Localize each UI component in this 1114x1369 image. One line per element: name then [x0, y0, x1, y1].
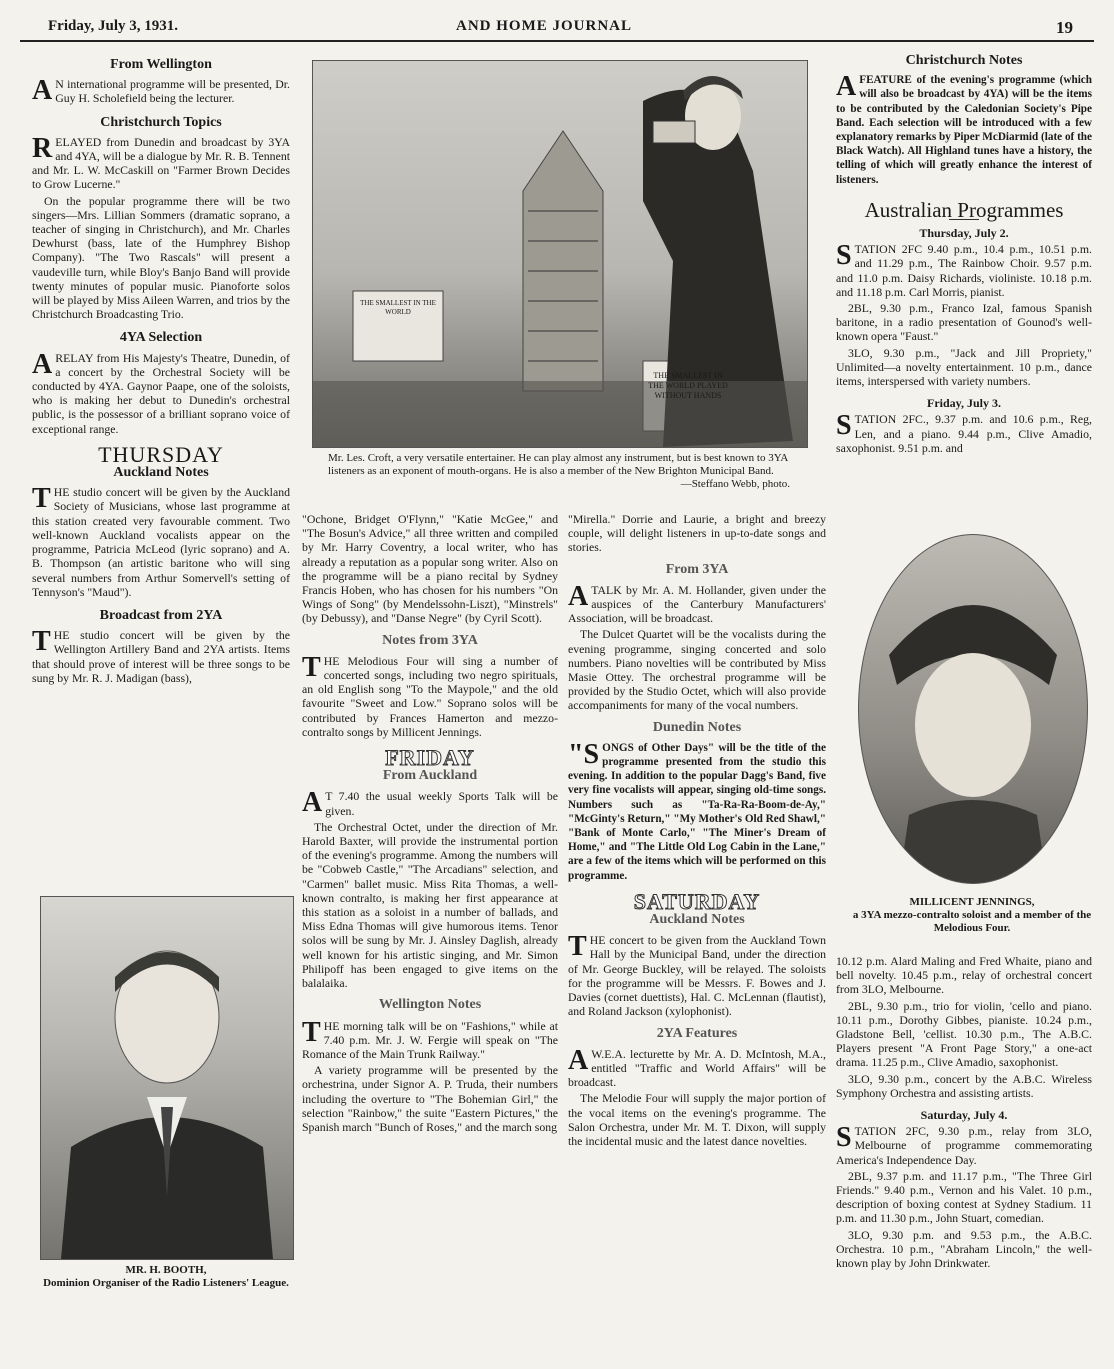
paragraph: 3LO, 9.30 p.m., "Jack and Jill Propriety," Unlimited—a novelty entertainment. 10 p.m., dance items, interspersed with variety numbers.: [836, 345, 1092, 389]
column-4-continued: [836, 954, 1092, 1272]
paragraph: The Orchestral Octet, under the direction of Mr. Harold Baxter, will provide the instrumental portion of the evening's programme. Among the numbers will be "Cobweb Castle," "The Arcadians" selection, and "Carmen" ballet music. Miss Rita Thomas, a well-known contralto, is making her first appearance at this station as a soloist in a number of ballads, and Miss Edna Thomas will give humorous items. Tenor solos will be sung by Mr. J. Ainsley Daglish, already well known for his artistic singing, and Mr. Simon Philipoff has been engaged to give items on the balalaika.: [302, 819, 558, 991]
paragraph: ARELAY from His Majesty's Theatre, Dunedin, of a concert by the Orchestral Society will be conducted by 4YA. Gaynor Paape, one of the soloists, who is making her debut to Dunedin's orchestral public, is the possessor of a brilliant soprano voice of exceptional range.: [32, 348, 290, 436]
date-saturday: Saturday, July 4.: [920, 1108, 1008, 1123]
paragraph: THE studio concert will be given by the Wellington Artillery Band and 2YA artists. Items that should prove of interest will be three songs to be sung by Mr. R. J. Madigan (bass),: [32, 626, 290, 685]
paragraph: THE morning talk will be on "Fashions," while at 7.40 p.m. Mr. J. W. Fergie will speak on "The Romance of the Main Trunk Railway.": [302, 1016, 558, 1061]
paragraph: 2BL, 9.37 p.m. and 11.17 p.m., "The Three Girl Friends." 9.40 p.m., Vernon and his Valet. 10 p.m., description of boxing contest at Sydney Stadium. 11 p.m. and 11.30 p.m., John Stuart, comedian.: [836, 1168, 1092, 1226]
heading-thursday: THURSDAY: [98, 441, 224, 467]
column-2: [302, 512, 558, 1136]
paragraph: 3LO, 9.30 p.m., concert by the A.B.C. Wireless Symphony Orchestra and assisting artists.: [836, 1071, 1092, 1100]
heading-friday: FRIDAY: [385, 745, 475, 771]
paragraph: A T 7.40 the usual weekly Sports Talk will be given.: [302, 787, 558, 819]
heading-from-3ya: From 3YA: [665, 561, 729, 577]
paragraph: A N international programme will be presented, Dr. Guy H. Scholefield being the lecturer.: [32, 75, 290, 107]
paragraph: 2BL, 9.30 p.m., trio for violin, 'cello and piano. 10.11 p.m., Dorothy Gibbes, pianiste. 10.24 p.m., Gladstone Bell, 'cellist. 10.30 p.m., The A.B.C. Players present "A Front Page Story," a one-act drama. 11.25 p.m., Clive Amadio, saxophonist.: [836, 998, 1092, 1070]
heading-saturday: SATURDAY: [633, 888, 761, 914]
heading-notes-3ya: Notes from 3YA: [382, 632, 478, 648]
date-thursday: Thursday, July 2.: [919, 226, 1009, 241]
paragraph: THE Melodious Four will sing a number of concerted songs, including two negro spirituals, an old English song "To the Maypole," and the old favourite "Sweet and Low." Soprano solos will be contributed by Frances Hamerton and mezzo-contralto songs by Millicent Jennings.: [302, 651, 558, 739]
heading-from-wellington: From Wellington: [110, 57, 212, 72]
heading-auckland-notes-sat: Auckland Notes: [649, 912, 745, 928]
paragraph: 10.12 p.m. Alard Maling and Fred Whaite, piano and bell novelty. 10.45 p.m., relay of orchestral concert from 3LO, Melbourne.: [836, 954, 1092, 997]
paragraph: STATION 2FC, 9.30 p.m., relay from 3LO, Melbourne of programme commemorating America's Independence Day.: [836, 1122, 1092, 1167]
paragraph: "Mirella." Dorrie and Laurie, a bright and breezy couple, will delight listeners in up-to-date songs and stories.: [568, 512, 826, 555]
paragraph: The Melodie Four will supply the major portion of the vocal items on the evening's programme. The Salon Orchestra, under Mr. M. T. Dixon, will supply the incidental music and the latest dance novelties.: [568, 1091, 826, 1148]
les-croft-caption: Mr. Les. Croft, a very versatile entertainer. He can play almost any instrument, but is best known to 3YA listeners as an exponent of mouth-organs. He is also a member of the New Brighton Municipal Band. —Steffano Webb, photo.: [328, 452, 790, 490]
booth-caption: MR. H. BOOTH, Dominion Organiser of the Radio Listeners' League.: [43, 1264, 289, 1289]
paragraph: THE studio concert will be given by the Auckland Society of Musicians, whose last programme at this station created very favourable comment. Two well-known Auckland vocalists appear on the programme, Patricia McLeod (lyric soprano) and A. B. Thompson (an artistic baritone who will sing several numbers from Arthur Somervell's setting of Tennyson's "Maud").: [32, 483, 290, 599]
heading-auckland-notes: Auckland Notes: [113, 465, 209, 481]
heading-christchurch-notes: Christchurch Notes: [905, 53, 1023, 68]
photo-scene: [313, 61, 807, 447]
heading-from-auckland: From Auckland: [382, 768, 478, 784]
sign-left: THE SMALLEST IN THE WORLD: [360, 299, 436, 316]
paragraph: A variety programme will be presented by the orchestrina, under Signor A. P. Truda, their numbers including the overture to "The Bohemian Girl," the selection "Rainbow," the suite "Eastern Pictures," the Spanish march "Bunch of Roses," and the march song: [302, 1063, 558, 1134]
column-3: [568, 512, 826, 1150]
header-journal-title: AND HOME JOURNAL: [456, 18, 632, 34]
paragraph: "Ochone, Bridget O'Flynn," "Katie McGee," and "The Bosun's Advice," all three written and compiled by Mr. Harry Coventry, a local writer, who has already a reputation as a popular song writer. Also on the programme will be a piano recital by Sydney Francis Hoben, who has chosen for his numbers "On Wings of Song" (by Mendelssohn-Liszt), "Minstrels" (by Debussy), and "Danse Negre" (by Cyril Scott).: [302, 512, 558, 626]
heading-dunedin-notes: Dunedin Notes: [652, 719, 742, 735]
heading-australian-programmes: Australian Programmes: [864, 197, 1064, 222]
photo-h-booth: [40, 896, 294, 1260]
portrait-figure: [41, 897, 293, 1259]
photo-millicent-jennings: [858, 534, 1088, 884]
photo-les-croft: [312, 60, 808, 448]
column-1: [32, 54, 290, 687]
header-date: Friday, July 3, 1931.: [48, 18, 179, 34]
paragraph: A W.E.A. lecturette by Mr. A. D. McIntosh, M.A., entitled "Traffic and World Affairs" will be broadcast.: [568, 1044, 826, 1090]
column-4: [836, 52, 1092, 457]
paragraph: AFEATURE of the evening's programme (which will also be broadcast by 4YA) will be the items to be contributed by the Caledonian Society's Pipe Band. Each selection will be introduced with a few explanatory remarks by Piper McDiarmid (late of the Black Watch). All Highland tunes have a history, the telling of which will greatly enhance the interest of listeners.: [836, 71, 1092, 186]
paragraph: On the popular programme there will be two singers—Mrs. Lillian Sommers (dramatic soprano, a teacher of singing in Christchurch), and Mr. Charles Dewhurst (bass, late of the Humphrey Bishop Company). "The Two Rascals" will present a vaudeville turn, while Bloy's Banjo Band will provide twenty minutes of popular music. Pianoforte solos will be played by Miss Aileen Warren, and trios by the Christchurch Broadcasting Trio.: [32, 193, 290, 322]
paragraph: The Dulcet Quartet will be the vocalists during the evening programme, singing concerted and solo numbers. Piano novelties will be contributed by Miss Masie Ottey. The orchestral programme will be provided by the Studio Octet, which will also provide accompaniments for many of the vocal numbers.: [568, 627, 826, 713]
paragraph: STATION 2FC., 9.37 p.m. and 10.6 p.m., Reg, Len, and a piano. 9.44 p.m., Clive Amadio, saxophonist. 9.51 p.m. and: [836, 410, 1092, 455]
heading-wellington-notes: Wellington Notes: [378, 997, 482, 1013]
heading-christchurch-topics: Christchurch Topics: [100, 114, 222, 130]
portrait-figure: [859, 535, 1087, 883]
date-friday: Friday, July 3.: [926, 396, 1001, 411]
sign-right: THE SMALLEST IN THE WORLD PLAYED WITHOUT HANDS: [648, 371, 728, 400]
paragraph: "SONGS of Other Days" will be the title of the programme presented from the studio this evening. In addition to the popular Dagg's Band, five very fine vocalists will appear, singing old-time songs. Numbers such as "Ta-Ra-Ra-Boom-de-Ay," "McGinty's Return," "My Mother's Old Red Shawl," "Bank of Monte Carlo," "The Miner's Dream of Home," and "The Little Old Log Cabin in the Lane," are a few of the items which will be performed on this programme.: [568, 738, 826, 882]
paragraph: 2BL, 9.30 p.m., Franco Izal, famous Spanish baritone, in a radio presentation of Gounod's well-known opera "Faust.": [836, 301, 1092, 344]
page-number: 19: [1056, 18, 1073, 37]
paragraph: RELAYED from Dunedin and broadcast by 3YA and 4YA, will be a dialogue by Mr. R. B. Tennent and Mr. L. W. McCaskill on "Farmer Brown Decides to Grow Lucerne.": [32, 132, 290, 192]
jennings-caption: MILLICENT JENNINGS, a 3YA mezzo-contralto soloist and a member of the Melodious Four.: [852, 896, 1092, 934]
paragraph: THE concert to be given from the Auckland Town Hall by the Municipal Band, under the direction of Mr. George Buckley, will be relayed. The soloists for the programme will be Messrs. F. Bowes and J. Davies (cornet duettists), Hal. C. McLennan (flautist), and Roland Jackson (xylophonist).: [568, 931, 826, 1019]
heading-broadcast-2ya: Broadcast from 2YA: [99, 607, 223, 623]
header-rule: [20, 40, 1094, 42]
heading-4ya-selection: 4YA Selection: [119, 330, 203, 346]
paragraph: STATION 2FC 9.40 p.m., 10.4 p.m., 10.51 p.m. and 11.29 p.m., The Rainbow Choir. 9.57 p.m. and 11.0 p.m. Daisy Richards, violiniste. 10.18 p.m. and 11.18 p.m. Carl Morris, pianist.: [836, 240, 1092, 299]
paragraph: 3LO, 9.30 p.m. and 9.53 p.m., the A.B.C. Orchestra. 10 p.m., "Abraham Lincoln," the well-known play by John Drinkwater.: [836, 1227, 1092, 1271]
heading-2ya-features: 2YA Features: [656, 1025, 738, 1041]
paragraph: ATALK by Mr. A. M. Hollander, given under the auspices of the Canterbury Manufacturers' Association, will be broadcast.: [568, 580, 826, 626]
